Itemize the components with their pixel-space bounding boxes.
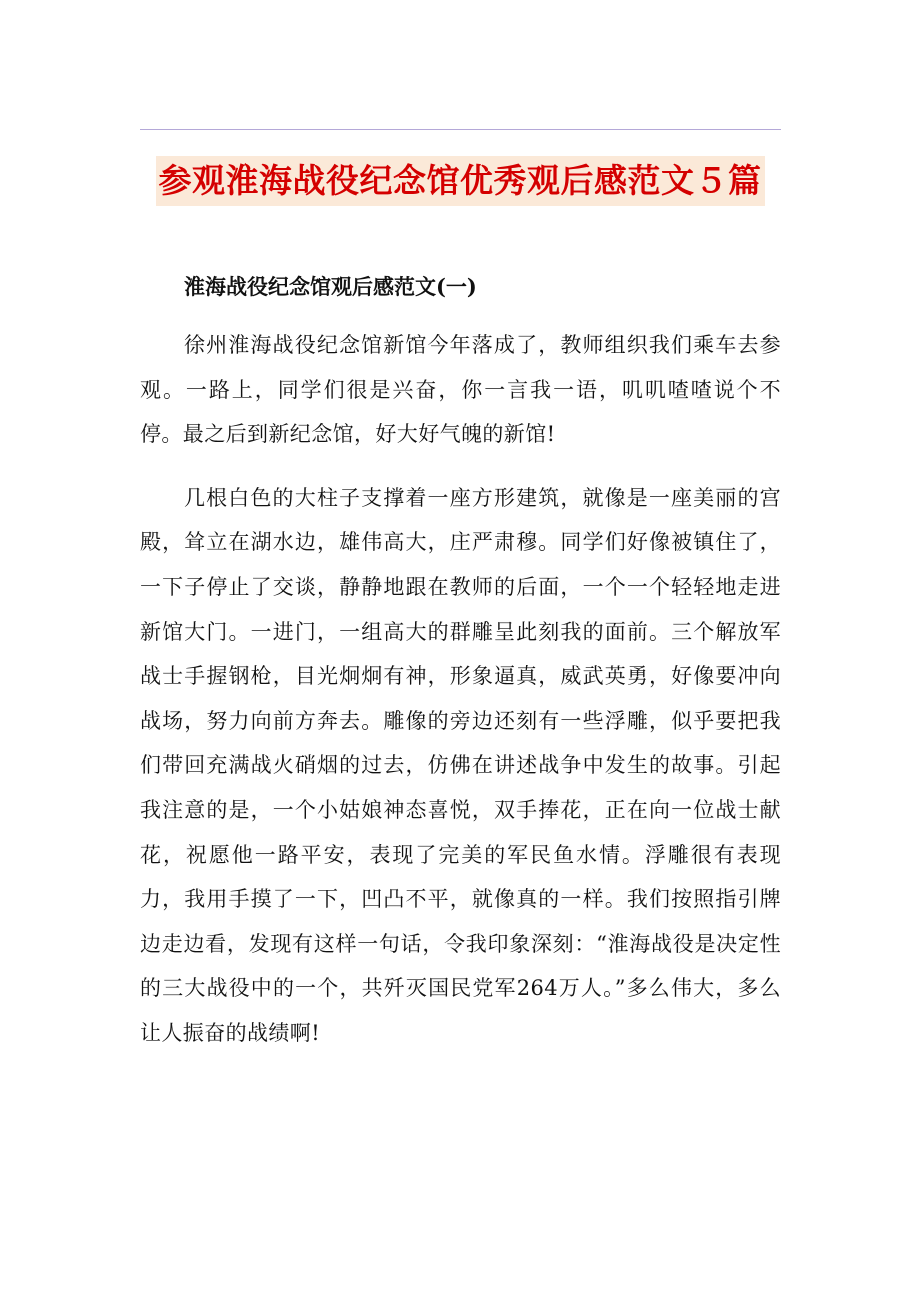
document-body [140,265,781,1075]
document-title: 参观淮海战役纪念馆优秀观后感范文５篇 [156,156,765,206]
paragraph-1: 徐州淮海战役纪念馆新馆今年落成了，教师组织我们乘车去参观。一路上，同学们很是兴奋，你一言我一语，叽叽喳喳说个不停。最之后到新纪念馆，好大好气魄的新馆! [140,333,781,447]
paragraph-2: 几根白色的大柱子支撑着一座方形建筑，就像是一座美丽的宫殿，耸立在湖水边，雄伟高大，庄严肃穆。同学们好像被镇住了，一下子停止了交谈，静静地跟在教师的后面，一个一个轻轻地走进新馆大门。一进门，一组高大的群雕呈此刻我的面前。三个解放军战士手握钢枪，目光炯炯有神，形象逼真，威武英勇，好像要冲向战场，努力向前方奔去。雕像的旁边还刻有一些浮雕，似乎要把我们带回充满战火硝烟的过去，仿佛在讲述战争中发生的故事。引起我注意的是，一个小姑娘神态喜悦，双手捧花，正在向一位战士献花，祝愿他一路平安，表现了完美的军民鱼水情。浮雕很有表现力，我用手摸了一下，凹凸不平，就像真的一样。我们按照指引牌边走边看，发现有这样一句话，令我印象深刻：“淮海战役是决定性的三大战役中的一个，共歼灭国民党军264万人。”多么伟大，多么让人振奋的战绩啊! [140,485,781,1045]
title-container [0,156,920,206]
section-heading: 淮海战役纪念馆观后感范文(一) [184,274,477,299]
header-divider [140,129,781,130]
